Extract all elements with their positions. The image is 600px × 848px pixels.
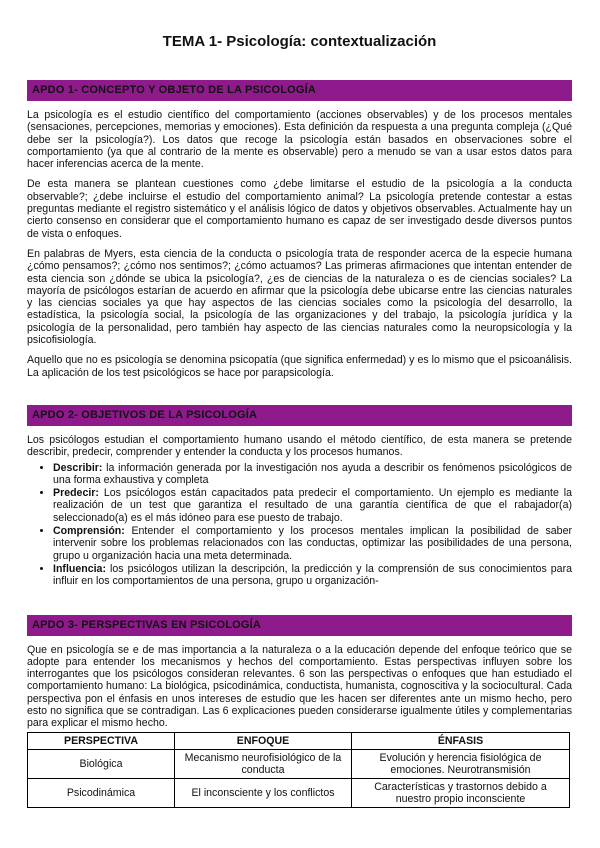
paragraph: En palabras de Myers, esta ciencia de la conducta o psicología trata de responder acerca de la especie humana ¿cómo pensamos?; ¿cómo nos sentimos?; ¿cómo actuamos? Las primeras afirmaciones que intentan entender de esta ciencia son ¿dónde se ubica la psicología?, ¿es de ciencias de la naturaleza o es de ciencias sociales? La mayoría de psicólogos estarían de acuerdo en afirmar que la psicología debe ubicarse entre las ciencias naturales y las ciencias sociales ya que hay aspectos de las ciencias sociales como la psicología del desarrollo, la estadística, la psicología social, la psicología de las organizaciones y del trabajo, la psicología jurídica y la psicología de la personalidad, pero también hay aspecto de las ciencias naturales como la neuropsicología y la psicofisiología.: [27, 247, 572, 347]
paragraph: De esta manera se plantean cuestiones como ¿debe limitarse el estudio de la psicología a la conducta observable?; ¿debe incluirse el estudio del comportamiento animal? La psicología pretende contestar a estas preguntas mediante el registro sistemático y el análisis lógico de datos y objetivos observables. Actualmente hay un cierto consenso en considerar que el comportamiento humano es capaz de ser investigado desde diversos puntos de vista o enfoques.: [27, 178, 572, 240]
table-cell: Biológica: [28, 749, 175, 778]
table-cell: El inconsciente y los conflictos: [175, 778, 352, 807]
section-heading-2: APDO 2- OBJETIVOS DE LA PSICOLOGÍA: [27, 405, 572, 426]
bullet-term: Predecir:: [53, 487, 99, 500]
list-item: [53, 563, 572, 588]
paragraph: Aquello que no es psicología se denomina psicopatía (que significa enfermedad) y es lo mismo que el psicoanálisis. La aplicación de los test psicológicos se hace por parapsicología.: [27, 354, 572, 379]
bullet-text: la información generada por la investigación nos ayuda a describir os fenómenos psicológicos de una forma exhaustiva y completa: [53, 461, 572, 486]
bullet-term: Influencia:: [53, 562, 106, 575]
bullet-text: Entender el comportamiento y los procesos mentales implican la posibilidad de saber intervenir sobre los problemas relacionados con las conductas, optimizar las posibilidades de una persona, grupo u organización hacia una meta determinada.: [53, 525, 572, 562]
section-heading-3: APDO 3- PERSPECTIVAS EN PSICOLOGÍA: [27, 615, 572, 636]
bullet-text: Los psicólogos están capacitados pata predecir el comportamiento. Un ejemplo es mediante la realización de un test que garantiza el resultado de una garantía científica de que el rabajador(a) seleccionado(a) es el más idóneo para ese puesto de trabajo.: [53, 487, 572, 524]
table-cell: Características y trastornos debido a nuestro propio inconsciente: [352, 778, 570, 807]
table-cell: Evolución y herencia fisiológica de emociones. Neurotransmisión: [352, 749, 570, 778]
list-item: [53, 462, 572, 487]
column-header: ENFOQUE: [175, 732, 352, 749]
document-title: TEMA 1- Psicología: contextualización: [162, 33, 437, 50]
table-cell: Psicodinámica: [28, 778, 175, 807]
list-item: [53, 525, 572, 562]
column-header: PERSPECTIVA: [28, 732, 175, 749]
column-header: ÉNFASIS: [352, 732, 570, 749]
table-header-row: [28, 732, 570, 749]
document-page: [27, 0, 572, 808]
section-heading-1: APDO 1- CONCEPTO Y OBJETO DE LA PSICOLOGÍA: [27, 80, 572, 101]
table-cell: Mecanismo neurofisiológico de la conducta: [175, 749, 352, 778]
bullet-term: Describir:: [53, 461, 103, 474]
bullet-text: los psicólogos utilizan la descripción, la predicción y la comprensión de sus conocimientos para influir en los comportamientos de una persona, grupo u organización-: [53, 562, 572, 588]
paragraph: La psicología es el estudio científico del comportamiento (acciones observables) y de los procesos mentales (sensaciones, percepciones, memorias y emociones). Esta definición da respuesta a una pregunta compleja (¿Qué debe ser la psicología?). Los datos que recoge la psicología están basados en observaciones sobre el comportamiento (ya que al contrario de la mente es observable) pero a menudo se van a usar estos datos para hacer inferencias acerca de la mente.: [27, 109, 572, 171]
list-item: [53, 487, 572, 524]
paragraph: Que en psicología se e de mas importancia a la naturaleza o a la educación depende del enfoque teórico que se adopte para entender los mecanismos y hechos del comportamiento. Estas perspectivas influyen sobre los interrogantes que los psicólogos consideran relevantes. 6 son las perspectivas o enfoques que han estudiado el comportamiento humano: La biológica, psicodinámica, conductista, humanista, cognoscitiva y la sociocultural. Cada perspectiva pon el énfasis en unos intereses de estudio que les hacen ser diferentes ante un mismo hecho, pero esto no significa que se contradigan. Las 6 explicaciones pueden considerarse igualmente útiles y complementarias para explicar el mismo hecho.: [27, 643, 572, 730]
paragraph: Los psicólogos estudian el comportamiento humano usando el método científico, de esta manera se pretende describir, predecir, comprender y entender la conducta y los procesos humanos.: [27, 433, 572, 459]
table-row: [28, 778, 570, 807]
perspectives-table: [27, 732, 570, 809]
table-row: [28, 749, 570, 778]
bullet-term: Comprensión:: [53, 525, 125, 538]
objectives-list: [27, 462, 572, 588]
